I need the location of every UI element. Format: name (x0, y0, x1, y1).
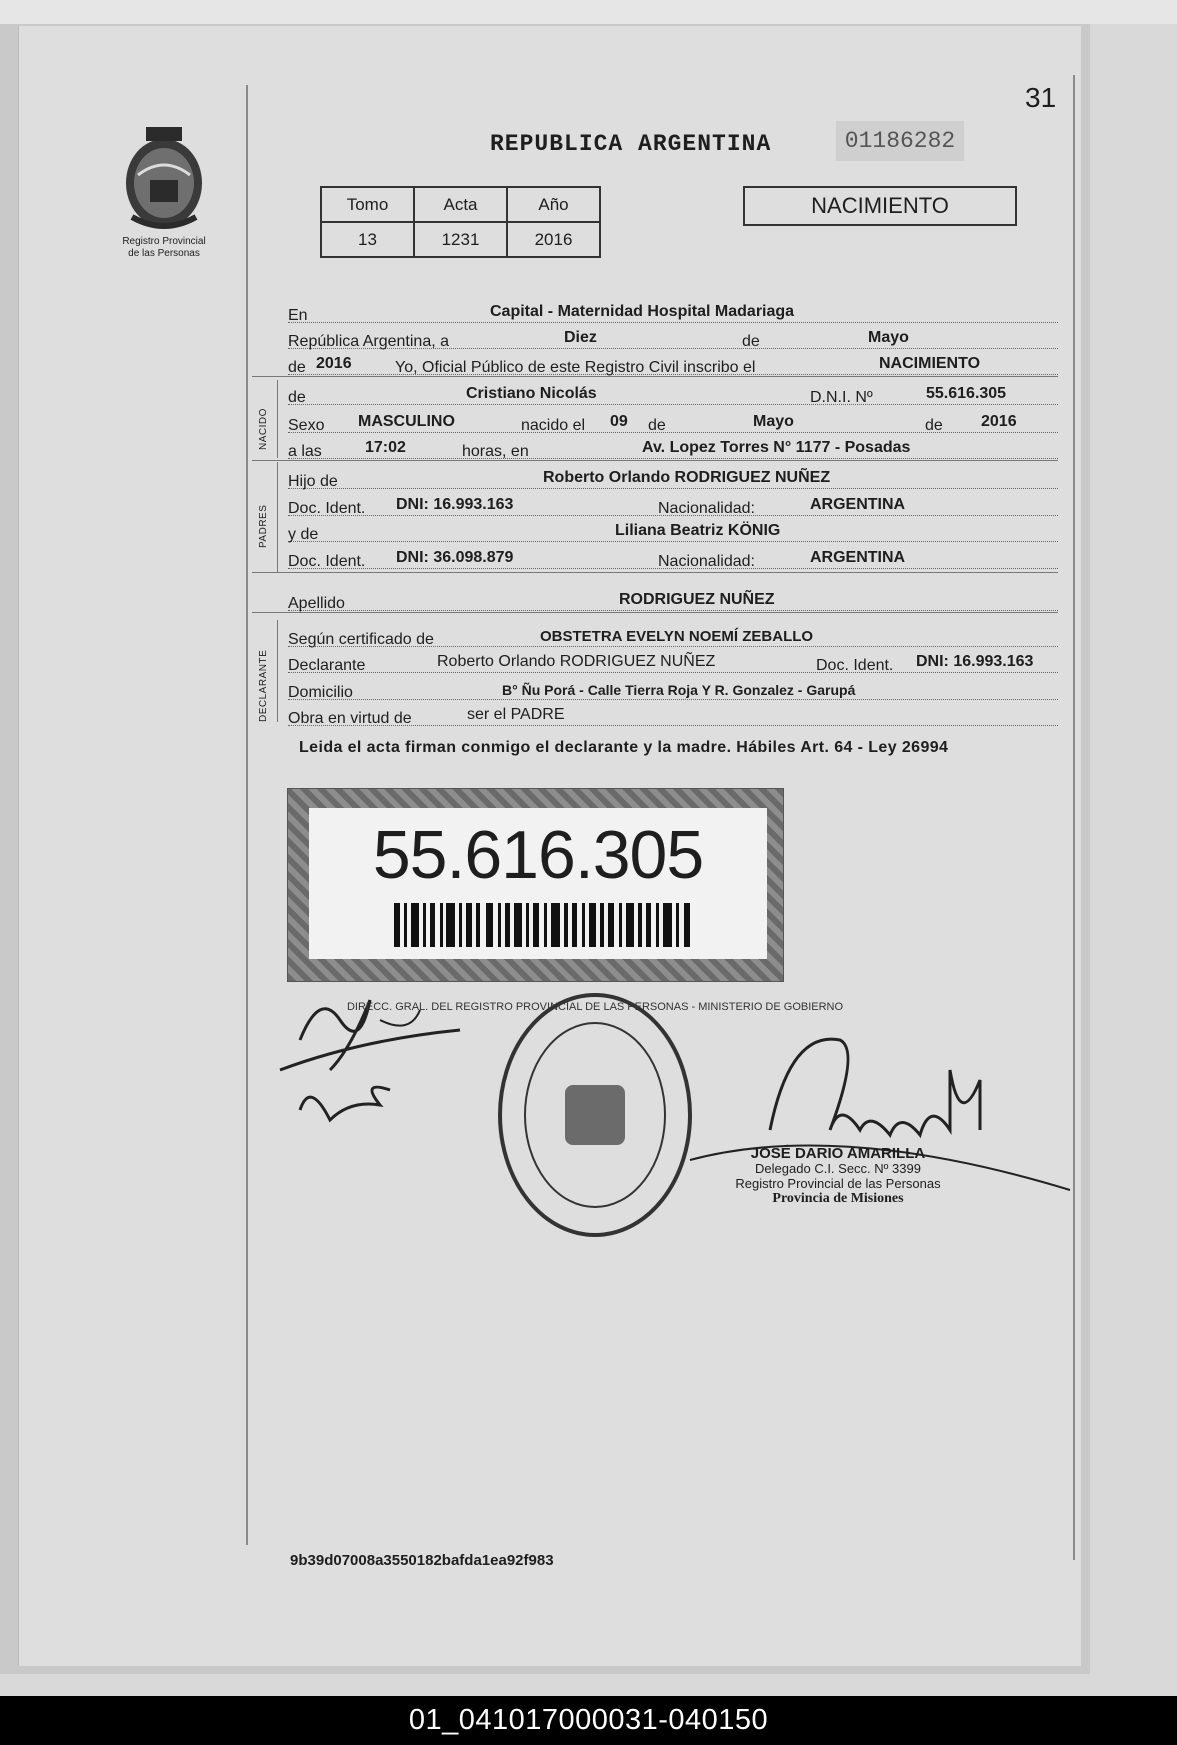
registry-value-ano: 2016 (507, 222, 600, 257)
month-value: Mayo (868, 329, 909, 346)
line-address: Domicilio B° Ñu Porá - Calle Tierra Roja Y R. Gonzalez - Garupá (288, 673, 1058, 700)
line-place: En Capital - Maternidad Hospital Madariaga (288, 296, 1058, 323)
registry-table (320, 186, 601, 258)
left-margin-line (246, 85, 248, 1545)
capacity-value: ser el PADRE (467, 706, 565, 723)
sex-value: MASCULINO (358, 413, 455, 430)
line-surname: Apellido RODRIGUEZ NUÑEZ (288, 584, 1058, 611)
line-official: de 2016 Yo, Oficial Público de este Registro Civil inscribo el NACIMIENTO (288, 348, 1058, 375)
line-mother-doc: Doc. Ident. DNI: 36.098.879 Nacionalidad: ARGENTINA (288, 542, 1058, 569)
padres-section-bar (277, 462, 278, 572)
signer-office: Registro Provincial de las Personas (735, 1176, 941, 1191)
page-number: 31 (1025, 82, 1057, 113)
mother-name-value: Liliana Beatriz KÖNIG (615, 522, 781, 539)
dni-sticker-label (309, 808, 767, 959)
time-value: 17:02 (365, 439, 406, 456)
father-doc-value: DNI: 16.993.163 (396, 496, 514, 513)
certificate-value: OBSTETRA EVELYN NOEMÍ ZEBALLO (540, 628, 814, 645)
child-name-value: Cristiano Nicolás (466, 385, 597, 402)
mother-nationality-value: ARGENTINA (810, 549, 906, 566)
line-sex-birth: Sexo MASCULINO nacido el 09 de Mayo de 2016 (288, 406, 1058, 433)
stamp-text: DIRECC. GRAL. DEL REGISTRO PROVINCIAL DE LAS PERSONAS - MINISTERIO DE GOBIERNO (346, 1001, 844, 1013)
signer-block (718, 1146, 958, 1206)
line-father-doc: Doc. Ident. DNI: 16.993.163 Nacionalidad: ARGENTINA (288, 489, 1058, 516)
document-hash: 9b39d07008a3550182bafda1ea92f983 (290, 1552, 554, 1569)
registry-value-acta: 1231 (414, 222, 507, 257)
line-name: de Cristiano Nicolás D.N.I. Nº 55.616.305 (288, 378, 1058, 405)
day-value: Diez (564, 329, 597, 346)
line-date: República Argentina, a Diez de Mayo (288, 322, 1058, 349)
section-separator (252, 460, 1058, 461)
sticker-number: 55.616.305 (372, 817, 704, 893)
registry-header-acta: Acta (414, 187, 507, 222)
line-capacity: Obra en virtud de ser el PADRE (288, 699, 1058, 726)
side-label-padres: PADRES (258, 504, 269, 548)
line-time-place: a las 17:02 horas, en Av. Lopez Torres N° 1177 - Posadas (288, 432, 1058, 459)
birth-day-value: 09 (610, 413, 628, 430)
sheet-top-edge (0, 0, 1177, 24)
serial-number: 01186282 (836, 121, 964, 161)
registry-header-ano: Año (507, 187, 600, 222)
right-margin-line (1073, 75, 1075, 1560)
registry-table-header-row (321, 187, 600, 222)
side-label-declarante: DECLARANTE (258, 649, 269, 722)
declarante-section-bar (277, 620, 278, 722)
year-value: 2016 (316, 355, 352, 372)
birth-year-value: 2016 (981, 413, 1017, 430)
act-word-value: NACIMIENTO (879, 355, 981, 372)
line-certificate: Según certificado de OBSTETRA EVELYN NOEMÍ ZEBALLO (288, 620, 1058, 647)
registry-table-value-row (321, 222, 600, 257)
closing-note: Leida el acta firman conmigo el declarante y la madre. Hábiles Art. 64 - Ley 26994 (299, 739, 949, 756)
dni-sticker (287, 788, 784, 982)
declarant-name-value: Roberto Orlando RODRIGUEZ NUÑEZ (437, 653, 716, 670)
registry-value-tomo: 13 (321, 222, 414, 257)
birth-place-value: Av. Lopez Torres N° 1177 - Posadas (642, 439, 911, 456)
child-dni-value: 55.616.305 (926, 385, 1007, 402)
line-father: Hijo de Roberto Orlando RODRIGUEZ NUÑEZ (288, 462, 1058, 489)
section-separator (252, 376, 1058, 377)
section-separator (252, 572, 1058, 573)
place-value: Capital - Maternidad Hospital Madariaga (490, 303, 795, 320)
signer-role: Delegado C.I. Secc. Nº 3399 (755, 1161, 921, 1176)
scan-id-bar: 01_041017000031-040150 (0, 1696, 1177, 1745)
line-mother: y de Liliana Beatriz KÖNIG (288, 515, 1058, 542)
nacido-section-bar (277, 380, 278, 458)
province-coat-of-arms-icon (118, 125, 210, 235)
mother-doc-value: DNI: 36.098.879 (396, 549, 514, 566)
father-nationality-value: ARGENTINA (810, 496, 906, 513)
document-title: REPUBLICA ARGENTINA (490, 131, 772, 157)
surname-value: RODRIGUEZ NUÑEZ (619, 591, 775, 608)
signer-name: JOSÉ DARIO AMARILLA (750, 1145, 926, 1162)
address-value: B° Ñu Porá - Calle Tierra Roja Y R. Gonzalez - Garupá (502, 682, 856, 698)
signer-province: Provincia de Misiones (772, 1191, 904, 1206)
barcode-icon (394, 903, 694, 947)
emblem-caption: Registro Provincial de las Personas (122, 236, 206, 259)
birth-month-value: Mayo (753, 413, 794, 430)
line-declarant: Declarante Roberto Orlando RODRIGUEZ NUÑEZ Doc. Ident. DNI: 16.993.163 (288, 646, 1058, 673)
section-separator (252, 612, 1058, 613)
side-label-nacido: NACIDO (258, 408, 269, 450)
act-type-box: NACIMIENTO (743, 186, 1017, 226)
father-name-value: Roberto Orlando RODRIGUEZ NUÑEZ (543, 469, 831, 486)
registry-header-tomo: Tomo (321, 187, 414, 222)
declarant-doc-value: DNI: 16.993.163 (916, 653, 1034, 670)
